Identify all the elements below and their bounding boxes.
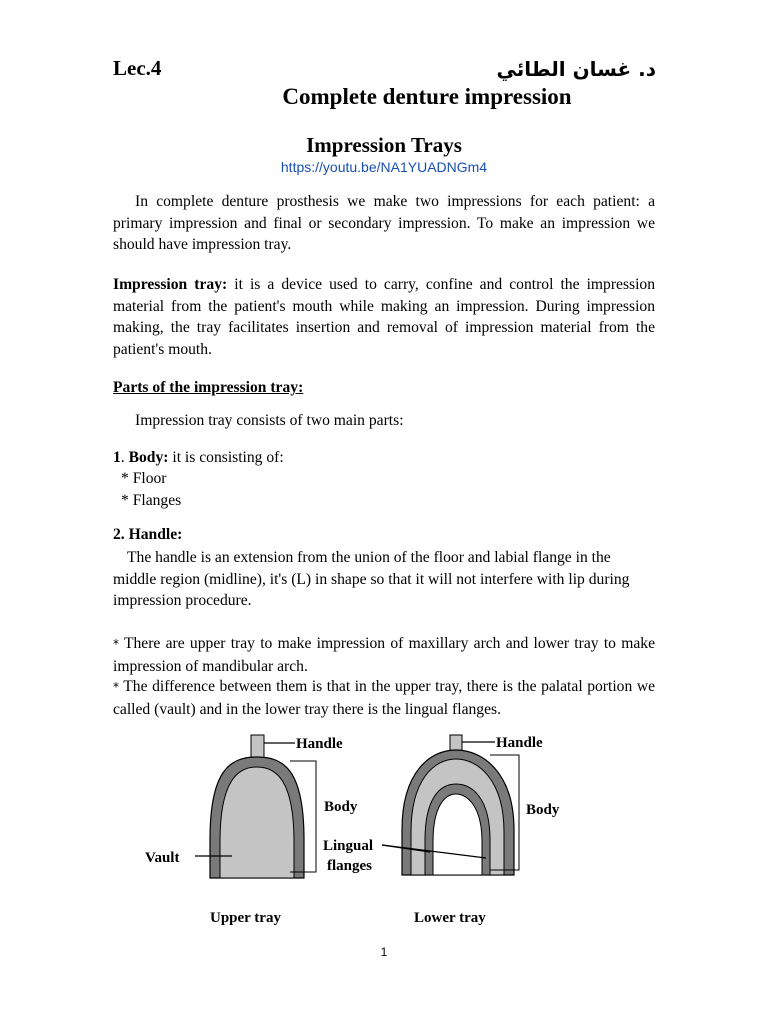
upper-tray-diagram — [145, 735, 358, 926]
handle-part-heading: 2. Handle: — [113, 526, 183, 543]
note-bullet: * — [113, 680, 119, 694]
lower-body-label: Body — [526, 802, 560, 818]
lower-tray-diagram — [323, 735, 560, 926]
body-part-heading: 1. Body: it is consisting of: — [113, 449, 284, 466]
vault-label: Vault — [145, 850, 180, 866]
note-paragraph — [113, 676, 655, 720]
upper-tray-caption: Upper tray — [210, 910, 281, 926]
handle-text: The handle is an extension from the union of the floor and labial flange in the middle region (midline), it's (L) in shape so that it will not interfere with lip during impression procedure. — [113, 549, 630, 609]
upper-body-label: Body — [324, 799, 358, 815]
list-item: * Floor — [121, 470, 167, 487]
lingual-label-line1: Lingual — [323, 838, 374, 854]
note-paragraph — [113, 633, 655, 677]
body-part-text: it is consisting of: — [168, 449, 284, 466]
note-text: There are upper tray to make impression of maxillary arch and lower tray to make impression of mandibular arch. — [113, 635, 655, 675]
lingual-label-line2: flanges — [327, 858, 372, 874]
definition-text: it is a device used to carry, confine and control the impression material from the patient's mouth while making an impression. During impression making, the tray facilitates insertion and removal of impression material from the patient's mouth. — [113, 276, 656, 358]
upper-handle-label: Handle — [296, 736, 343, 752]
lecture-number: Lec.4 — [113, 56, 162, 80]
parts-intro: Impression tray consists of two main parts: — [135, 412, 404, 429]
lower-handle-label: Handle — [496, 735, 543, 751]
upper-tray-vault — [220, 767, 294, 878]
note-text: The difference between them is that in the upper tray, there is the palatal portion we called (vault) and in the lower tray there is the lingual flanges. — [113, 678, 655, 718]
author-name: د. غسان الطائي — [496, 57, 656, 81]
definition-paragraph — [113, 274, 655, 360]
video-link[interactable]: https://youtu.be/NA1YUADNGm4 — [280, 159, 488, 175]
page-number: 1 — [380, 945, 388, 959]
body-part-number: 1 — [113, 449, 121, 466]
handle-paragraph — [113, 547, 655, 612]
section-title: Impression Trays — [306, 133, 462, 157]
tray-figure — [140, 730, 580, 930]
note-bullet: * — [113, 637, 119, 651]
list-item: * Flanges — [121, 492, 182, 509]
page-title: Complete denture impression — [282, 84, 572, 109]
handle-part-label: Handle: — [128, 526, 183, 543]
handle-part-number: 2 — [113, 526, 121, 543]
body-part-label: Body: — [128, 449, 169, 466]
lower-tray-opening — [433, 794, 482, 875]
lower-tray-caption: Lower tray — [414, 910, 486, 926]
intro-paragraph: In complete denture prosthesis we make two impressions for each patient: a primary impression and final or secondary impression. To make an impression we should have impression tray. — [113, 193, 655, 253]
parts-heading: Parts of the impression tray: — [113, 379, 304, 396]
definition-term: Impression tray: — [113, 276, 228, 293]
